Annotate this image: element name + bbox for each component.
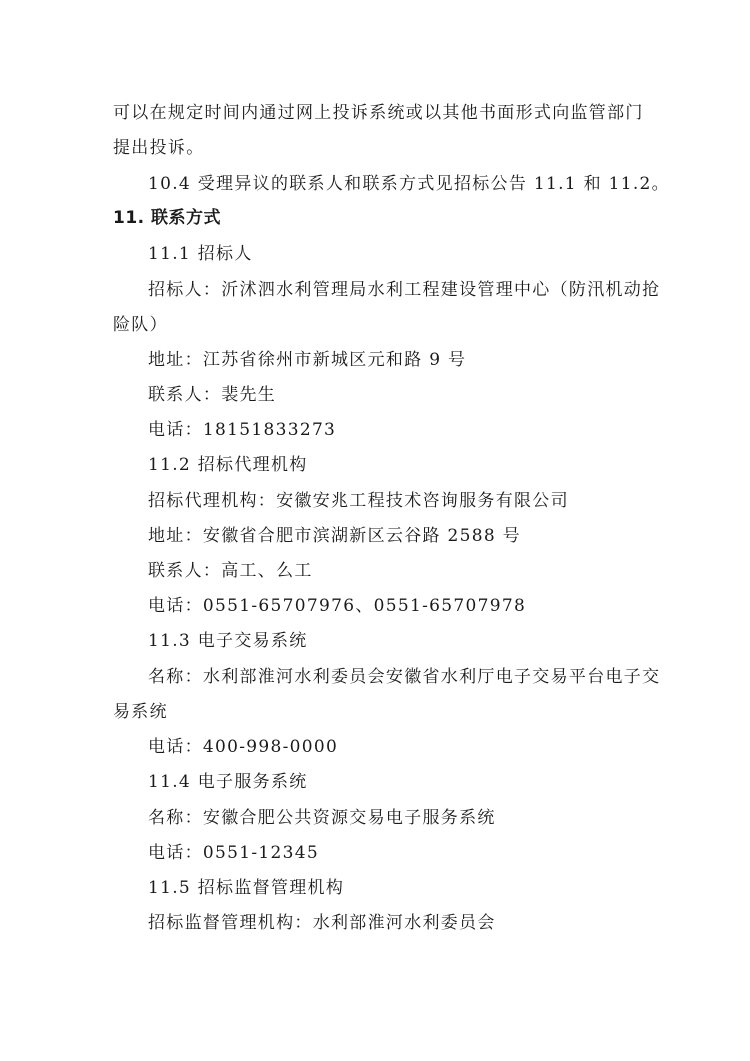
objection-contact-paragraph: 10.4 受理异议的联系人和联系方式见招标公告 11.1 和 11.2。 bbox=[148, 174, 670, 194]
supervision-agency-name: 招标监督管理机构：水利部淮河水利委员会 bbox=[148, 913, 496, 933]
tenderer-name-line-1: 招标人：沂沭泗水利管理局水利工程建设管理中心（防汛机动抢 bbox=[148, 280, 661, 300]
subsection-tenderer: 11.1 招标人 bbox=[148, 244, 253, 264]
complaint-text-line-1: 可以在规定时间内通过网上投诉系统或以其他书面形式向监管部门 bbox=[113, 103, 644, 123]
e-trading-phone: 电话：400-998-0000 bbox=[148, 737, 339, 757]
tenderer-contact-person: 联系人：裴先生 bbox=[148, 385, 277, 405]
agency-contact-person: 联系人：高工、么工 bbox=[148, 561, 313, 581]
complaint-text-line-2: 提出投诉。 bbox=[113, 138, 205, 158]
agency-name: 招标代理机构：安徽安兆工程技术咨询服务有限公司 bbox=[148, 491, 569, 511]
e-trading-name-line-2: 易系统 bbox=[113, 702, 168, 722]
e-service-phone: 电话：0551-12345 bbox=[148, 843, 319, 863]
e-service-name: 名称：安徽合肥公共资源交易电子服务系统 bbox=[148, 808, 496, 828]
e-trading-name-line-1: 名称：水利部淮河水利委员会安徽省水利厅电子交易平台电子交 bbox=[148, 667, 661, 687]
agency-address: 地址：安徽省合肥市滨湖新区云谷路 2588 号 bbox=[148, 526, 521, 546]
subsection-e-trading-system: 11.3 电子交易系统 bbox=[148, 631, 308, 651]
tenderer-address: 地址：江苏省徐州市新城区元和路 9 号 bbox=[148, 350, 467, 370]
tenderer-name-line-2: 险队） bbox=[113, 315, 168, 335]
subsection-e-service-system: 11.4 电子服务系统 bbox=[148, 772, 308, 792]
agency-phone: 电话：0551-65707976、0551-65707978 bbox=[148, 596, 527, 616]
subsection-agency: 11.2 招标代理机构 bbox=[148, 455, 308, 475]
section-heading-contact: 11. 联系方式 bbox=[113, 208, 222, 228]
subsection-supervision-agency: 11.5 招标监督管理机构 bbox=[148, 878, 345, 898]
tenderer-phone: 电话：18151833273 bbox=[148, 420, 337, 440]
